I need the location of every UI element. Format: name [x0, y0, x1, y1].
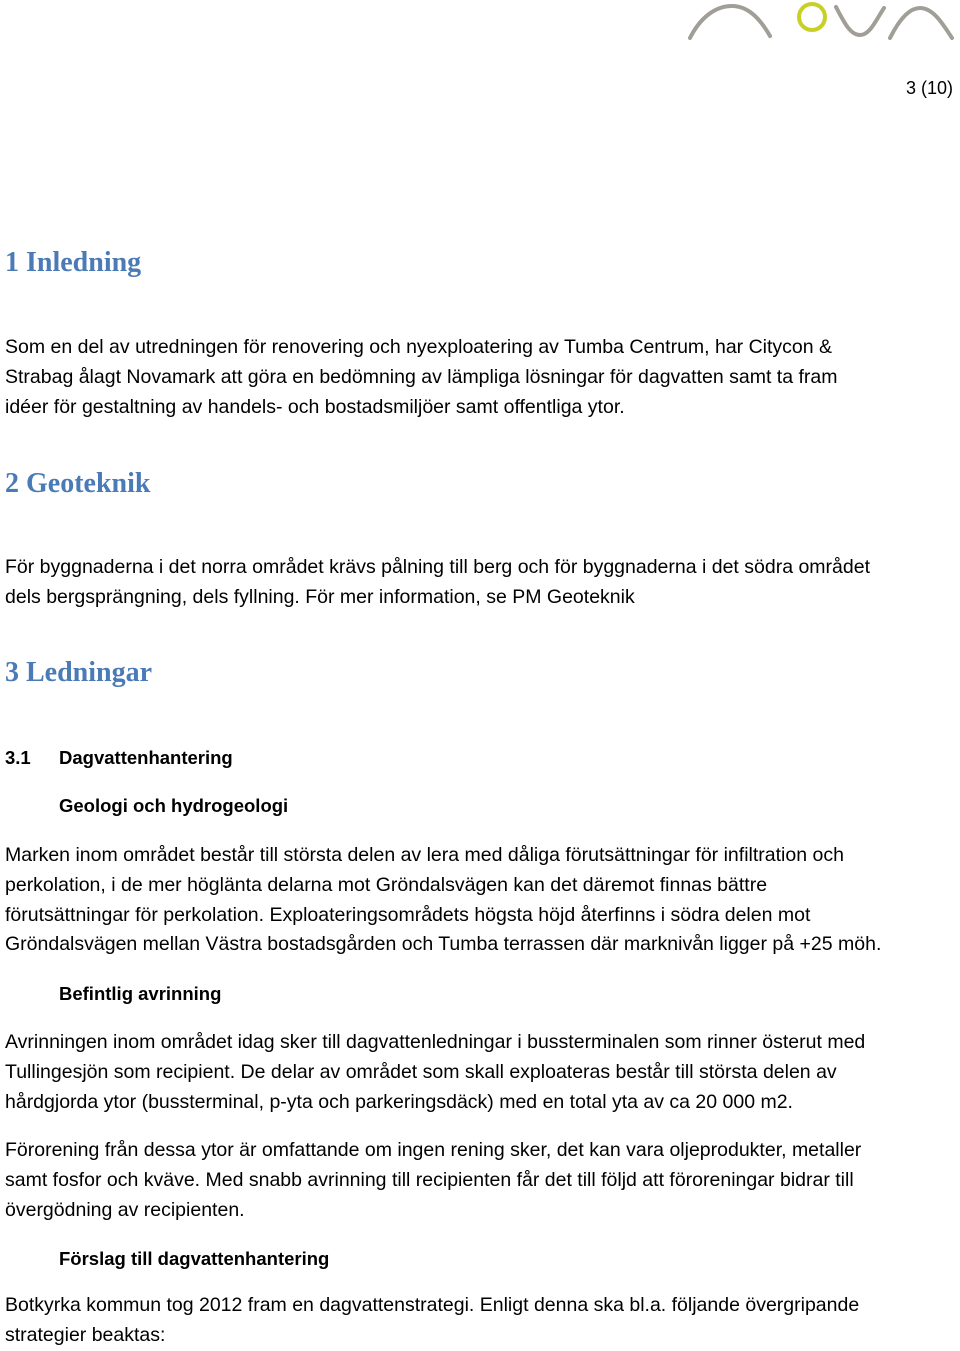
- paragraph-geologi: [5, 841, 881, 960]
- paragraph-line: strategier beaktas:: [5, 1323, 166, 1346]
- page-number: 3 (10): [905, 78, 953, 98]
- subsection-title: Dagvattenhantering: [59, 747, 233, 768]
- paragraph-line: Som en del av utredningen för renovering och nyexploatering av Tumba Centrum, har Citycon &: [5, 336, 833, 358]
- company-logo: [686, 0, 956, 42]
- paragraph-line: Strabag ålagt Novamark att göra en bedömning av lämpliga lösningar för dagvatten samt ta fram: [5, 366, 838, 389]
- paragraph-line: Gröndalsvägen mellan Västra bostadsgården och Tumba terrassen där marknivån ligger på +25 möh.: [5, 933, 882, 956]
- paragraph-line: Botkyrka kommun tog 2012 fram en dagvattenstrategi. Enligt denna ska bl.a. följande övergripande: [5, 1294, 860, 1316]
- paragraph-avrinning-1: [5, 1028, 865, 1117]
- paragraph-geoteknik: [5, 553, 870, 613]
- logo-wave-left: [690, 6, 770, 38]
- paragraph-avrinning-2: [5, 1136, 861, 1225]
- paragraph-forslag: [5, 1291, 859, 1350]
- paragraph-line: Marken inom området består till största delen av lera med dåliga förutsättningar för infiltration och: [5, 844, 844, 866]
- subsection-number: 3.1: [5, 747, 31, 768]
- section-heading-inledning: 1 Inledning: [5, 247, 142, 278]
- paragraph-line: Avrinningen inom området idag sker till dagvattenledningar i bussterminalen som rinner österut med: [5, 1031, 866, 1053]
- paragraph-line: hårdgjorda ytor (bussterminal, p-yta och parkeringsdäck) med en total yta av ca 20 000 m2.: [5, 1090, 793, 1113]
- paragraph-inledning: [5, 332, 837, 423]
- paragraph-line: samt fosfor och kväve. Med snabb avrinning till recipienten får det till följd att föroreningar bidrar till: [5, 1168, 854, 1191]
- subheading-forslag: Förslag till dagvattenhantering: [59, 1248, 330, 1269]
- paragraph-line: Förorening från dessa ytor är omfattande om ingen rening sker, det kan vara oljeprodukter, metaller: [5, 1139, 862, 1161]
- paragraph-line: idéer för gestaltning av handels- och bostadsmiljöer samt offentliga ytor.: [5, 396, 625, 419]
- subheading-befintlig-avrinning: Befintlig avrinning: [59, 983, 222, 1004]
- paragraph-line: perkolation, i de mer höglänta delarna mot Gröndalsvägen kan det däremot finnas bättre: [5, 873, 768, 896]
- paragraph-line: övergödning av recipienten.: [5, 1198, 245, 1221]
- logo-wave-right: [890, 8, 952, 38]
- paragraph-line: Tullingesjön som recipient. De delar av området som skall exploateras består till största delen av: [5, 1060, 837, 1083]
- paragraph-line: dels bergsprängning, dels fyllning. För mer information, se PM Geoteknik: [5, 585, 635, 608]
- logo-circle: [799, 4, 825, 30]
- subheading-geologi: Geologi och hydrogeologi: [59, 795, 289, 816]
- paragraph-line: förutsättningar för perkolation. Exploateringsområdets högsta höjd återfinns i södra delen mot: [5, 903, 811, 926]
- paragraph-line: För byggnaderna i det norra området krävs pålning till berg och för byggnaderna i det södra området: [5, 556, 870, 578]
- logo-wave-v: [836, 7, 884, 35]
- section-heading-ledningar: 3 Ledningar: [5, 657, 153, 688]
- section-heading-geoteknik: 2 Geoteknik: [5, 468, 151, 499]
